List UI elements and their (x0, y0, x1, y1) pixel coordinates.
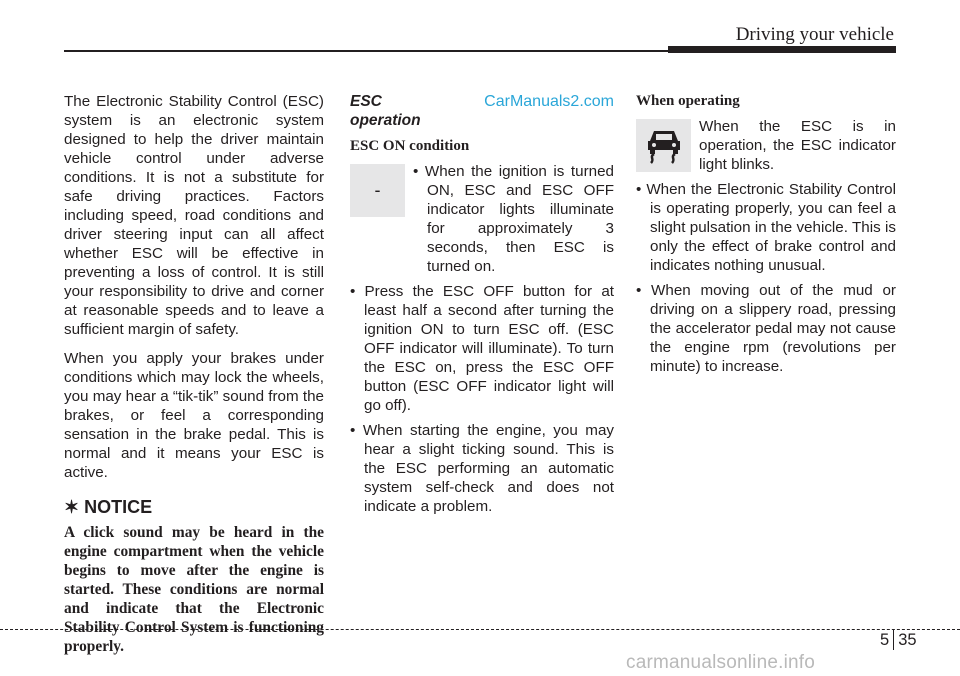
section-heading (350, 92, 614, 130)
left-column (64, 92, 324, 656)
header-rule (64, 50, 668, 52)
right-column (636, 92, 896, 382)
middle-column (350, 92, 614, 522)
section-title: ESC operation (350, 93, 421, 129)
brakes-paragraph: When you apply your brakes under conditions which may lock the wheels, you may hear a “tik-tik” sound from the brakes, or feel a corresponding sensation in the brake pedal. This is normal and it means your ESC is active. (64, 350, 324, 481)
operating-bullet: • When the Electronic Stability Control is operating properly, you can feel a slight pulsation in the vehicle. This is only the effect of brake control and indicates nothing unusual. (636, 181, 896, 274)
indicator-label: - (374, 180, 381, 200)
watermark-link[interactable]: CarManuals2.com (484, 93, 614, 110)
operating-bullet: • When moving out of the mud or driving on a slippery road, pressing the accelerator pedal may not cause the engine rpm (revolutions per minute) to increase. (636, 282, 896, 375)
page-header-title: Driving your vehicle (735, 24, 894, 45)
notice-title: NOTICE (84, 497, 153, 517)
esc-indicator-placeholder (350, 164, 405, 217)
esc-on-bullet: • Press the ESC OFF button for at least half a second after turning the ignition ON to turn ESC off. (ESC OFF indicator will illuminate). To turn the ESC on, press the ESC OFF button (ESC OFF indicator light will go off). (350, 283, 614, 414)
esc-indicator-box (636, 119, 691, 172)
page-number (880, 630, 917, 650)
esc-on-bullet: • When starting the engine, you may hear a slight ticking sound. This is the ESC performing an automatic system self-check and does not indicate a problem. (350, 422, 614, 515)
notice-star-icon: ✶ (64, 497, 80, 517)
esc-on-subheading: ESC ON condition (350, 138, 470, 154)
footer-watermark: carmanualsonline.info (626, 652, 816, 673)
esc-skid-car-icon (644, 126, 684, 166)
when-operating-subheading: When operating (636, 93, 740, 109)
chapter-number: 5 (880, 630, 890, 649)
notice-heading (64, 498, 324, 517)
operating-intro: When the ESC is in operation, the ESC indicator light blinks. (699, 118, 896, 173)
intro-paragraph: The Electronic Stability Control (ESC) system is an electronic system designed to help the driver maintain vehicle control under adverse conditions. It is not a substitute for safe driving practices. Factors including speed, road conditions and driver steering input can all affect whether ESC will be effective in preventing a loss of control. It is still your responsibility to drive and corner at reasonable speeds and to leave a sufficient margin of safety. (64, 93, 324, 338)
footer-rule (0, 629, 960, 630)
page-number-value: 35 (898, 630, 917, 649)
page-number-divider (893, 630, 894, 650)
esc-on-bullet: • When the ignition is turned ON, ESC and ESC OFF indicator lights illuminate for approximately 3 seconds, then ESC is turned on. (413, 163, 614, 275)
header-rule-accent (668, 46, 896, 53)
notice-text: A click sound may be heard in the engine compartment when the vehicle begins to move after the engine is started. These conditions are normal and indicate that the Electronic Stability Control System is functioning properly. (64, 524, 324, 655)
